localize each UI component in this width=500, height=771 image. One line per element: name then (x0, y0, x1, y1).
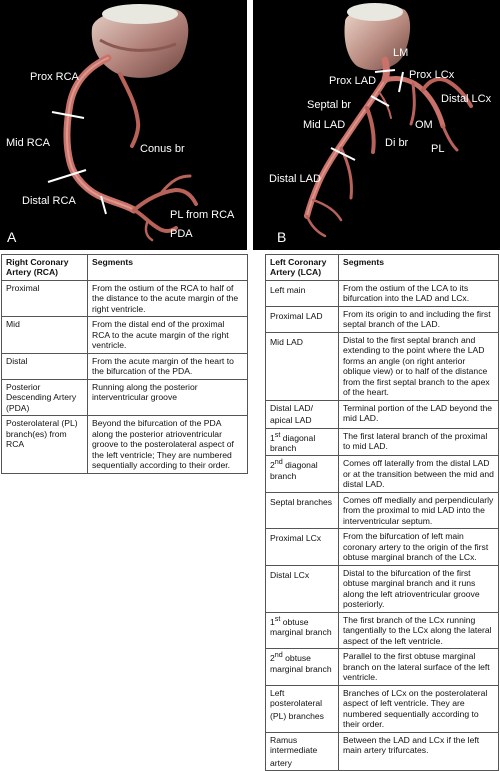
lca-artery-cell: Distal LAD/ apical LAD (266, 400, 339, 428)
rca-segments-table (1, 254, 248, 474)
lca-artery-cell: Left main (266, 280, 339, 306)
rca-artery-cell: Posterolateral (PL) branch(es) from RCA (2, 416, 88, 473)
lca-artery-cell: Distal LCx (266, 565, 339, 612)
lca-artery-cell: 2nd diagonal branch (266, 456, 339, 492)
lca-rendering-panel (253, 0, 500, 250)
rca-artery-cell: Distal (2, 353, 88, 379)
label-distal-lcx: Distal LCx (441, 93, 492, 105)
label-distal-lad: Distal LAD (269, 173, 321, 185)
lca-segment-cell: From its origin to and including the first septal branch of the LAD. (339, 306, 499, 332)
lca-segment-cell: From the ostium of the LCA to its bifurcation into the LAD and LCx. (339, 280, 499, 306)
label-di-br: Di br (385, 137, 409, 149)
table-row (2, 379, 248, 415)
rca-artery-cell: Proximal (2, 280, 88, 316)
rca-artery-cell: Mid (2, 317, 88, 353)
label-pl: PL (431, 143, 445, 155)
table-header-row (266, 255, 499, 281)
lca-segment-cell: The first lateral branch of the proximal to mid LAD. (339, 428, 499, 456)
label-mid-rca: Mid RCA (6, 137, 51, 149)
lca-segment-cell: Parallel to the first obtuse marginal branch on the lateral surface of the left ventricle. (339, 649, 499, 685)
label-conus-br: Conus br (140, 143, 185, 155)
lca-artery-cell: Mid LAD (266, 332, 339, 400)
lca-header-artery: Left Coronary Artery (LCA) (266, 255, 339, 281)
label-lm: LM (393, 47, 409, 59)
table-row (266, 649, 499, 685)
table-row (266, 492, 499, 528)
lca-artery-cell: 1st obtuse marginal branch (266, 612, 339, 648)
lca-artery-cell: Proximal LAD (266, 306, 339, 332)
rca-artery-cell: Posterior Descending Artery (PDA) (2, 379, 88, 415)
table-row (266, 306, 499, 332)
lca-segment-cell: Between the LAD and LCx if the left main artery trifurcates. (339, 732, 499, 770)
rca-rendering-panel (0, 0, 247, 250)
lca-artery-cell: 1st diagonal branch (266, 428, 339, 456)
lca-segment-cell: Distal to the first septal branch and extending to the point where the LAD forms an angle (on right anterior oblique view) or to half of the distance from the first septal branch to the apex of the heart. (339, 332, 499, 400)
lca-segment-cell: Branches of LCx on the posterolateral aspect of left ventricle. They are numbered sequentially according to their order. (339, 685, 499, 732)
table-row (266, 685, 499, 732)
table-row (266, 332, 499, 400)
table-header-row (2, 255, 248, 281)
label-prox-lcx: Prox LCx (409, 69, 455, 81)
label-mid-lad: Mid LAD (303, 119, 346, 131)
rca-segment-cell: From the acute margin of the heart to the bifurcation of the PDA. (88, 353, 248, 379)
lca-segment-cell: Terminal portion of the LAD beyond the mid LAD. (339, 400, 499, 428)
lca-segment-cell: Comes off laterally from the distal LAD or at the transition between the mid and distal LAD. (339, 456, 499, 492)
table-row (266, 456, 499, 492)
label-om: OM (415, 119, 433, 131)
label-pda: PDA (170, 228, 193, 240)
rca-header-artery: Right Coronary Artery (RCA) (2, 255, 88, 281)
label-prox-lad: Prox LAD (329, 75, 377, 87)
lca-artery-cell: Septal branches (266, 492, 339, 528)
table-row (266, 529, 499, 565)
lca-segment-cell: From the bifurcation of left main coronary artery to the origin of the first obtuse marginal branch of the LCx. (339, 529, 499, 565)
table-row (266, 428, 499, 456)
lca-segment-cell: Comes off medially and perpendicularly from the proximal to mid LAD into the interventricular septum. (339, 492, 499, 528)
panel-letter-a: A (7, 229, 17, 245)
lca-segment-cell: The first branch of the LCx running tangentially to the LCx along the lateral aspect of the left ventricle. (339, 612, 499, 648)
panel-letter-b: B (277, 229, 287, 245)
rca-segment-cell: From the distal end of the proximal RCA to the acute margin of the right ventricle. (88, 317, 248, 353)
label-prox-rca: Prox RCA (30, 71, 79, 83)
rca-segment-cell: Beyond the bifurcation of the PDA along the posterior atrioventricular groove to the posterolateral aspect of the left ventricle; They are numbered sequentially according to their order. (88, 416, 248, 473)
rca-segment-cell: From the ostium of the RCA to half of the distance to the acute margin of the right ventricle. (88, 280, 248, 316)
table-row (266, 280, 499, 306)
table-row (266, 732, 499, 770)
rca-rendering-image (0, 0, 247, 250)
label-distal-rca: Distal RCA (22, 195, 76, 207)
lca-header-segments: Segments (339, 255, 499, 281)
lca-rendering-image (253, 0, 500, 250)
table-row (2, 416, 248, 473)
label-pl-from-rca: PL from RCA (170, 209, 235, 221)
rca-header-segments: Segments (88, 255, 248, 281)
table-row (2, 280, 248, 316)
table-row (266, 612, 499, 648)
lca-artery-cell: Left posterolateral (PL) branches (266, 685, 339, 732)
lca-segments-table (265, 254, 499, 771)
lca-artery-cell: 2nd obtuse marginal branch (266, 649, 339, 685)
lca-artery-cell: Ramus intermediate artery (266, 732, 339, 770)
table-row (266, 400, 499, 428)
rca-segment-cell: Running along the posterior interventricular groove (88, 379, 248, 415)
table-row (266, 565, 499, 612)
table-row (2, 353, 248, 379)
label-septal-br: Septal br (307, 99, 352, 111)
table-row (2, 317, 248, 353)
lca-artery-cell: Proximal LCx (266, 529, 339, 565)
lca-segment-cell: Distal to the bifurcation of the first obtuse marginal branch and it runs along the left atrioventricular groove posteriorly. (339, 565, 499, 612)
